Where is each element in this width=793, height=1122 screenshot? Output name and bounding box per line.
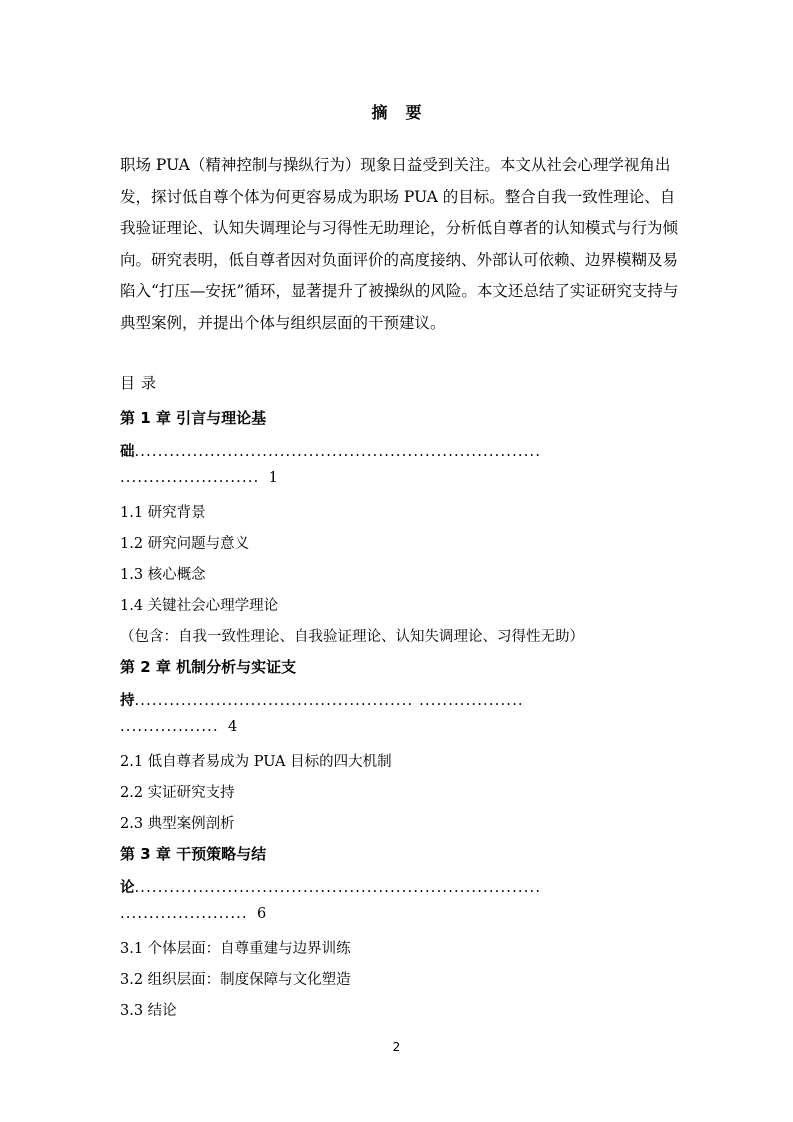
- abstract-title: 摘要: [371, 103, 440, 122]
- toc-chapter-3-page: 6: [257, 906, 267, 922]
- toc-chapter-3-tail: 论: [120, 880, 135, 896]
- toc-chapter-1-dots-cont: ........................: [120, 470, 260, 486]
- toc-item[interactable]: 2.3 典型案例剖析: [120, 816, 235, 832]
- toc-chapter-3-dots: ......................................................................: [134, 880, 542, 896]
- toc-chapter-1-tail: 础: [120, 444, 135, 460]
- toc-chapter-3-leader: [120, 876, 680, 897]
- toc-item[interactable]: 2.2 实证研究支持: [120, 785, 235, 801]
- toc-note: （包含：自我一致性理论、自我验证理论、认知失调理论、习得性无助）: [120, 629, 584, 645]
- toc-chapter-1-page-line: [120, 470, 278, 486]
- toc-chapter-3-heading[interactable]: 第 3 章 干预策略与结: [120, 845, 267, 863]
- toc-item[interactable]: 3.1 个体层面：自尊重建与边界训练: [120, 941, 351, 957]
- toc-chapter-3-page-line: [120, 906, 266, 922]
- toc-item[interactable]: 1.3 核心概念: [120, 567, 206, 583]
- toc-item[interactable]: 1.1 研究背景: [120, 505, 206, 521]
- toc-chapter-2-page: 4: [227, 719, 238, 735]
- page-number: 2: [392, 1040, 401, 1054]
- toc-chapter-1-dots: ......................................................................: [134, 444, 542, 460]
- toc-item[interactable]: 1.2 研究问题与意义: [120, 536, 250, 552]
- toc-chapter-2-tail: 持: [120, 693, 135, 709]
- toc-chapter-2-dots-cont: .................: [120, 719, 219, 735]
- toc-chapter-2-leader: [120, 689, 680, 710]
- toc-item[interactable]: 3.2 组织层面：制度保障与文化塑造: [120, 972, 351, 988]
- toc-item[interactable]: 2.1 低自尊者易成为 PUA 目标的四大机制: [120, 754, 392, 770]
- toc-chapter-2-dots: ................................................ ..................: [134, 693, 524, 709]
- abstract-body: 职场 PUA（精神控制与操纵行为）现象日益受到关注。本文从社会心理学视角出发，探讨低自尊个体为何更容易成为职场 PUA 的目标。整合自我一致性理论、自我验证理论、认知失调理论与习得性无助理论，分析低自尊者的认知模式与行为倾向。研究表明，低自尊者因对负面评价的高度接纳、外部认可依赖、边界模糊及易陷入“打压—安抚”循环，显著提升了被操纵的风险。本文还总结了实证研究支持与典型案例，并提出个体与组织层面的干预建议。: [120, 156, 679, 332]
- toc-chapter-3-dots-cont: ......................: [120, 906, 248, 922]
- toc-item[interactable]: 1.4 关键社会心理学理论: [120, 598, 279, 614]
- toc-chapter-2-page-line: [120, 719, 237, 735]
- toc-chapter-2-heading[interactable]: 第 2 章 机制分析与实证支: [120, 658, 297, 676]
- toc-chapter-1-leader: [120, 440, 680, 461]
- toc-chapter-1-heading[interactable]: 第 1 章 引言与理论基: [120, 409, 267, 427]
- toc-chapter-1-page: 1: [268, 470, 278, 486]
- toc-title: 目录: [120, 374, 163, 392]
- toc-item[interactable]: 3.3 结论: [120, 1003, 177, 1019]
